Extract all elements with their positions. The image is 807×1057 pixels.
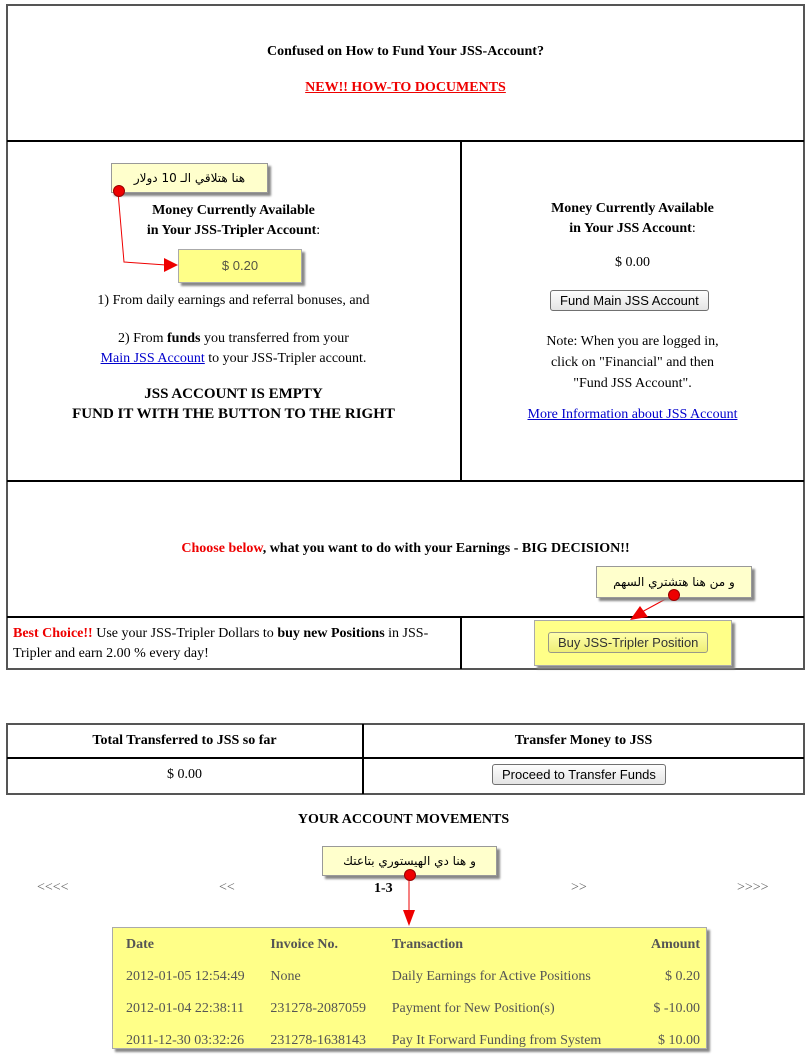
text: 2) From <box>118 331 167 346</box>
last-page-link[interactable]: >>>> <box>737 880 769 895</box>
annotation-note: هنا هتلاقي الـ 10 دولار <box>111 163 268 193</box>
empty-warning: JSS ACCOUNT IS EMPTY <box>144 386 323 402</box>
cell: 231278-2087059 <box>270 1001 367 1016</box>
main-heading: Money Currently Available <box>551 201 714 216</box>
more-info-link[interactable]: More Information about JSS Account <box>527 407 738 422</box>
transfer-money-header: Transfer Money to JSS <box>514 733 653 748</box>
cell: Pay It Forward Funding from System <box>391 1033 602 1048</box>
tripler-heading: Money Currently Available <box>152 203 315 218</box>
col-transaction: Transaction <box>391 937 464 952</box>
prev-page-link[interactable]: << <box>219 880 235 895</box>
first-page-link[interactable]: <<<< <box>37 880 69 895</box>
text: funds <box>167 331 201 346</box>
fund-help-title: Confused on How to Fund Your JSS-Account? <box>267 44 544 59</box>
how-to-link[interactable]: NEW!! HOW-TO DOCUMENTS <box>305 80 506 95</box>
note-text: "Fund JSS Account". <box>573 376 692 391</box>
text: to your JSS-Tripler account. <box>204 351 367 366</box>
cell: 2011-12-30 03:32:26 <box>126 1033 245 1048</box>
empty-instruction: FUND IT WITH THE BUTTON TO THE RIGHT <box>72 406 395 422</box>
proceed-transfer-button[interactable]: Proceed to Transfer Funds <box>492 764 666 785</box>
next-page-link[interactable]: >> <box>571 880 587 895</box>
annotation-note: و هنا دي الهيستوري بتاعتك <box>322 846 497 876</box>
colon: : <box>691 221 696 236</box>
cell: 2012-01-04 22:38:11 <box>126 1001 245 1016</box>
text: you transferred from your <box>200 331 349 346</box>
annotation-dot-icon <box>668 589 680 601</box>
cell: 231278-1638143 <box>270 1033 367 1048</box>
annotation-note: و من هنا هتشتري السهم <box>596 566 752 598</box>
page-indicator: 1-3 <box>374 881 393 896</box>
note-text: click on "Financial" and then <box>550 355 715 370</box>
col-amount: Amount <box>650 937 700 952</box>
total-transferred-value: $ 0.00 <box>167 767 202 782</box>
tripler-source-1: 1) From daily earnings and referral bonuses, and <box>97 293 370 308</box>
arrow-head-icon <box>403 910 415 926</box>
buy-position-button[interactable]: Buy JSS-Tripler Position <box>548 632 708 653</box>
cell: $ -10.00 <box>653 1001 700 1016</box>
fund-main-jss-button[interactable]: Fund Main JSS Account <box>550 290 709 311</box>
total-transferred-header: Total Transferred to JSS so far <box>92 733 277 748</box>
cell: None <box>270 969 301 984</box>
col-invoice: Invoice No. <box>270 937 339 952</box>
movements-title: YOUR ACCOUNT MOVEMENTS <box>297 812 510 827</box>
arrow-line <box>118 192 166 265</box>
cell: Payment for New Position(s) <box>391 1001 555 1016</box>
decision-text: , what you want to do with your Earnings - BIG DECISION!! <box>262 541 630 556</box>
note-text: Note: When you are logged in, <box>546 334 719 349</box>
colon: : <box>316 223 321 238</box>
main-jss-account-link[interactable]: Main JSS Account <box>100 351 205 366</box>
choose-below: Choose below <box>181 541 263 556</box>
tripler-heading-2: in Your JSS-Tripler Account <box>146 223 317 238</box>
cell: $ 10.00 <box>658 1033 700 1048</box>
cell: $ 0.20 <box>665 969 700 984</box>
arrow-head-icon <box>630 606 648 620</box>
main-heading-2: in Your JSS Account <box>569 221 692 236</box>
main-balance: $ 0.00 <box>615 255 650 270</box>
arrow-head-icon <box>164 258 178 272</box>
col-date: Date <box>126 937 154 952</box>
annotation-dot-icon <box>404 869 416 881</box>
annotation-dot-icon <box>113 185 125 197</box>
best-choice-text: Best Choice!! Use your JSS-Tripler Dollars to buy new Positions in JSS-Tripler and earn 2.00 % every day! <box>13 626 429 661</box>
tripler-balance: $ 0.20 <box>178 249 302 283</box>
cell: Daily Earnings for Active Positions <box>391 969 591 984</box>
cell: 2012-01-05 12:54:49 <box>126 969 245 984</box>
